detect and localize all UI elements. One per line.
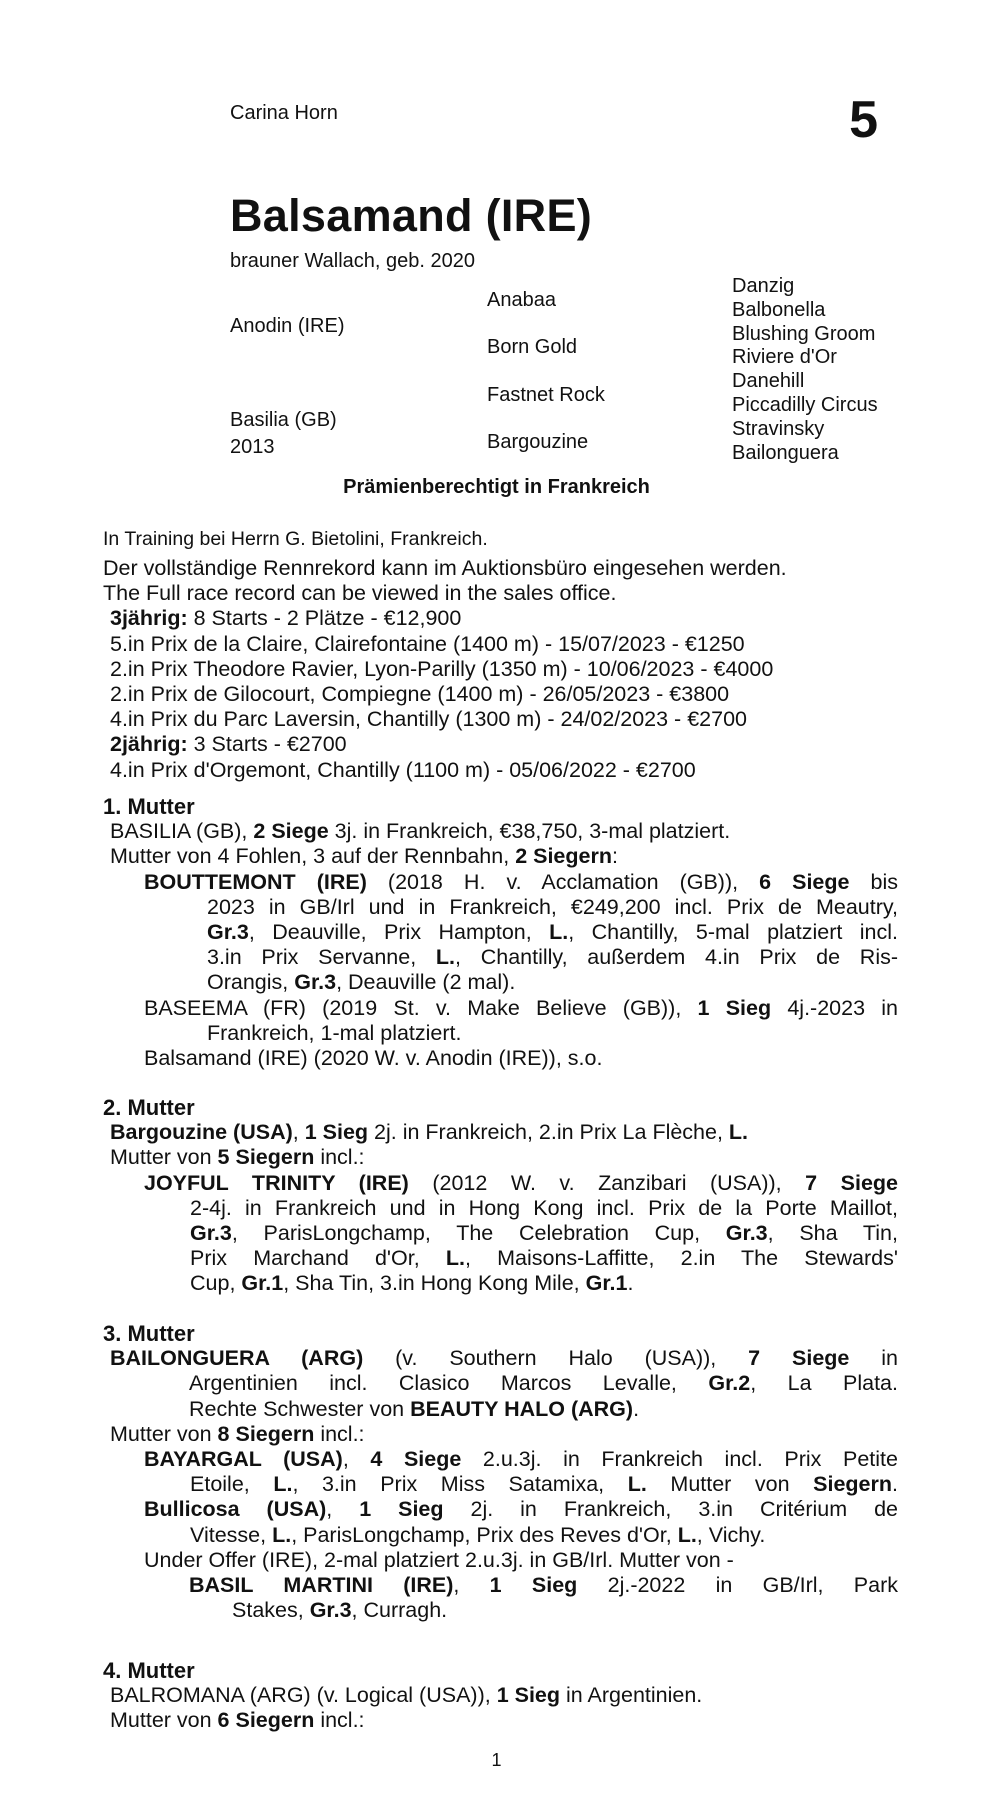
two-year-label: 2jährig: — [110, 732, 188, 757]
progeny-line: JOYFUL TRINITY (IRE) (2012 W. v. Zanzibari (USA)), 7 Siege — [144, 1170, 899, 1195]
dam3-line: Argentinien incl. Clasico Marcos Levalle, Gr.2, La Plata. — [189, 1371, 898, 1396]
progeny-line: BOUTTEMONT (IRE) (2018 H. v. Acclamation (GB)), 6 Siege bis — [144, 869, 898, 894]
progeny-line: 2023 in GB/Irl und in Frankreich, €249,200 incl. Prix de Meautry, — [207, 894, 898, 919]
dam4-line: BALROMANA (ARG) (v. Logical (USA)), 1 Sieg in Argentinien. — [110, 1683, 703, 1708]
pedigree-gen3-2: Balbonella — [732, 298, 826, 321]
dam2-section — [103, 1095, 898, 1297]
three-year-label: 3jährig: — [110, 606, 188, 631]
pedigree-gen2-4: Bargouzine — [487, 431, 589, 453]
pedigree-gen3-5: Danehill — [732, 370, 805, 393]
eligibility-note: Prämienberechtigt in Frankreich — [343, 476, 650, 498]
race-line: 4.in Prix d'Orgemont, Chantilly (1100 m) - 05/06/2022 - €2700 — [110, 757, 696, 782]
race-record — [103, 556, 898, 783]
pedigree-gen3-7: Stravinsky — [732, 417, 825, 440]
progeny-line: Frankreich, 1-mal platziert. — [207, 1020, 462, 1045]
progeny-line: Vitesse, L., ParisLongchamp, Prix des Reves d'Or, L., Vichy. — [190, 1522, 766, 1547]
dam3-line: Rechte Schwester von BEAUTY HALO (ARG). — [189, 1396, 640, 1421]
dam2-line: Bargouzine (USA), 1 Sieg 2j. in Frankreich, 2.in Prix La Flèche, L. — [110, 1120, 749, 1145]
progeny-line: Under Offer (IRE), 2-mal platziert 2.u.3j. in GB/Irl. Mutter von - — [144, 1547, 734, 1572]
dam2-offspring-summary: Mutter von 5 Siegern incl.: — [110, 1145, 365, 1170]
progeny-line: Balsamand (IRE) (2020 W. v. Anodin (IRE)), s.o. — [144, 1046, 603, 1071]
pedigree-gen3-4: Riviere d'Or — [732, 346, 837, 369]
pedigree-dam-year: 2013 — [230, 436, 275, 458]
record-note-de: Der vollständige Rennrekord kann im Auktionsbüro eingesehen werden. — [103, 556, 787, 580]
three-year-summary: 3jährig: 8 Starts - 2 Plätze - €12,900 — [110, 606, 462, 631]
progeny-line: BAYARGAL (USA), 4 Siege 2.u.3j. in Frankreich incl. Prix Petite — [144, 1447, 898, 1472]
pedigree-gen2-1: Anabaa — [487, 289, 556, 311]
dam1-section — [103, 794, 898, 1071]
horse-name: Balsamand (IRE) — [230, 190, 593, 241]
dam3-heading: 3. Mutter — [103, 1321, 195, 1346]
dam4-heading: 4. Mutter — [103, 1658, 195, 1683]
dam1-heading: 1. Mutter — [103, 794, 195, 819]
progeny-line: Gr.3, Deauville, Prix Hampton, L., Chantilly, 5-mal platziert incl. — [207, 920, 898, 945]
page-number: 1 — [491, 1750, 502, 1770]
dam4-section — [103, 1658, 898, 1734]
horse-description: brauner Wallach, geb. 2020 — [230, 250, 475, 272]
pedigree-gen3 — [732, 274, 878, 464]
race-line: 5.in Prix de la Claire, Clairefontaine (1400 m) - 15/07/2023 - €1250 — [110, 631, 745, 656]
progeny-line: Orangis, Gr.3, Deauville (2 mal). — [207, 970, 516, 995]
progeny-line: Bullicosa (USA), 1 Sieg 2j. in Frankreich, 3.in Critérium de — [144, 1497, 899, 1522]
pedigree-gen3-6: Piccadilly Circus — [732, 393, 878, 416]
progeny-line: Etoile, L., 3.in Prix Miss Satamixa, L. Mutter von Siegern. — [190, 1472, 898, 1497]
dam1-line: BASILIA (GB), 2 Siege 3j. in Frankreich, €38,750, 3-mal platziert. — [110, 819, 731, 844]
dam3-section — [103, 1321, 898, 1623]
training-note: In Training bei Herrn G. Bietolini, Frankreich. — [103, 528, 488, 550]
progeny-line: Cup, Gr.1, Sha Tin, 3.in Hong Kong Mile, Gr.1. — [190, 1271, 634, 1296]
progeny-line: Stakes, Gr.3, Curragh. — [232, 1598, 448, 1623]
progeny-line: BASEEMA (FR) (2019 St. v. Make Believe (GB)), 1 Sieg 4j.-2023 in — [144, 995, 898, 1020]
pedigree-sire: Anodin (IRE) — [230, 315, 345, 337]
race-line: 4.in Prix du Parc Laversin, Chantilly (1300 m) - 24/02/2023 - €2700 — [110, 707, 747, 732]
lot-number: 5 — [849, 91, 878, 149]
dam3-offspring-summary: Mutter von 8 Siegern incl.: — [110, 1421, 365, 1446]
pedigree-gen2-3: Fastnet Rock — [487, 384, 605, 406]
dam3-line: BAILONGUERA (ARG) (v. Southern Halo (USA)), 7 Siege in — [110, 1346, 899, 1371]
race-line: 2.in Prix de Gilocourt, Compiegne (1400 m) - 26/05/2023 - €3800 — [110, 682, 730, 707]
progeny-line: 2-4j. in Frankreich und in Hong Kong incl. Prix de la Porte Maillot, — [190, 1195, 898, 1220]
dam2-heading: 2. Mutter — [103, 1095, 195, 1120]
progeny-line: BASIL MARTINI (IRE), 1 Sieg 2j.-2022 in GB/Irl, Park — [189, 1573, 899, 1598]
pedigree-dam: Basilia (GB) — [230, 409, 337, 431]
progeny-line: Prix Marchand d'Or, L., Maisons-Laffitte, 2.in The Stewards' — [190, 1246, 898, 1271]
record-note-en: The Full race record can be viewed in the sales office. — [103, 581, 617, 606]
consignor: Carina Horn — [230, 102, 338, 124]
pedigree-gen3-8: Bailonguera — [732, 441, 839, 464]
pedigree-gen3-1: Danzig — [732, 275, 795, 297]
dam4-offspring-summary: Mutter von 6 Siegern incl.: — [110, 1708, 365, 1733]
pedigree-gen3-3: Blushing Groom — [732, 322, 876, 345]
dam1-offspring-summary: Mutter von 4 Fohlen, 3 auf der Rennbahn, 2 Siegern: — [110, 844, 618, 869]
pedigree-gen2-2: Born Gold — [487, 336, 578, 358]
progeny-line: Gr.3, ParisLongchamp, The Celebration Cup, Gr.3, Sha Tin, — [190, 1221, 898, 1246]
race-line: 2.in Prix Theodore Ravier, Lyon-Parilly (1350 m) - 10/06/2023 - €4000 — [110, 656, 774, 681]
two-year-summary: 2jährig: 3 Starts - €2700 — [110, 732, 347, 757]
progeny-line: 3.in Prix Servanne, L., Chantilly, außerdem 4.in Prix de Ris- — [207, 945, 899, 970]
